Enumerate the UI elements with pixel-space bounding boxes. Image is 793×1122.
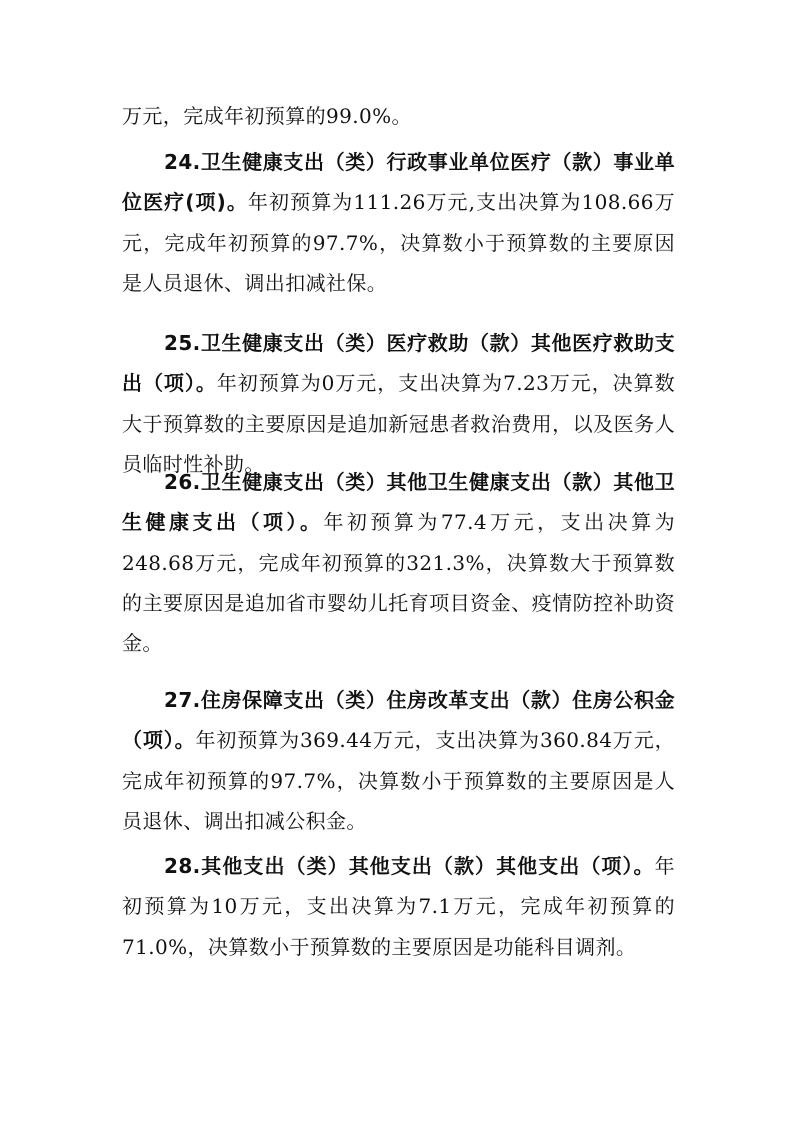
- paragraph-heading: 26.卫生健康支出（类）其他卫生健康支出（款）其他卫生健康支出（项）。: [122, 470, 675, 535]
- paragraph-body: 年初预算为10万元，支出决算为7.1万元，完成年初预算的71.0%，决算数小于预算数的主要原因是功能科目调剂。: [122, 854, 675, 959]
- paragraph-item-28: [122, 846, 675, 967]
- paragraph-heading: 28.其他支出（类）其他支出（款）其他支出（项）。: [164, 854, 655, 878]
- paragraph-item-24: [122, 142, 675, 303]
- paragraph-continuation: [122, 96, 675, 136]
- paragraph-body: 年初预算为111.26万元,支出决算为108.66万元，完成年初预算的97.7%，决算数小于预算数的主要原因是人员退休、调出扣减社保。: [122, 190, 675, 295]
- paragraph-item-27: [122, 680, 675, 841]
- paragraph-heading: 27.住房保障支出（类）住房改革支出（款）住房公积金（项）。: [122, 688, 675, 753]
- paragraph-body: 万元，完成年初预算的99.0%。: [122, 104, 412, 128]
- paragraph-heading: 24.卫生健康支出（类）行政事业单位医疗（款）事业单位医疗(项)。: [122, 150, 675, 215]
- paragraph-body: 年初预算为77.4万元，支出决算为248.68万元，完成年初预算的321.3%，决算数大于预算数的主要原因是追加省市婴幼儿托育项目资金、疫情防控补助资金。: [122, 510, 675, 656]
- paragraph-body: 年初预算为0万元，支出决算为7.23万元，决算数大于预算数的主要原因是追加新冠患者救治费用，以及医务人员临时性补助。: [122, 371, 675, 476]
- paragraph-heading: 25.卫生健康支出（类）医疗救助（款）其他医疗救助支出（项）。: [122, 331, 675, 396]
- paragraph-item-26: [122, 462, 675, 663]
- paragraph-item-25: [122, 323, 675, 484]
- paragraph-body: 年初预算为369.44万元，支出决算为360.84万元，完成年初预算的97.7%，决算数小于预算数的主要原因是人员退休、调出扣减公积金。: [122, 728, 675, 833]
